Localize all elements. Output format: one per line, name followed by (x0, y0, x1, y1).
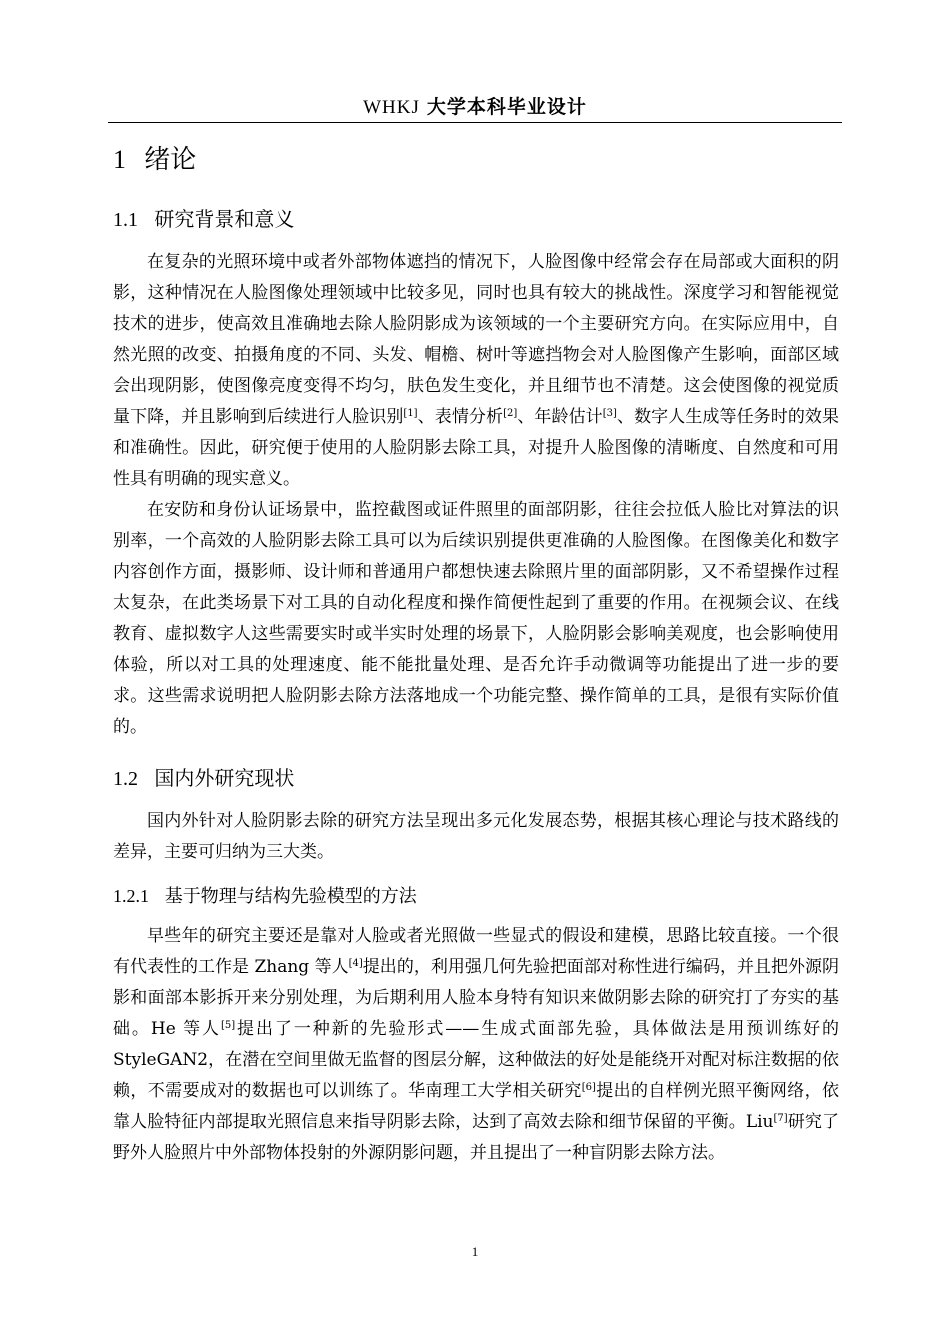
text-run: 提出了一种新的先验形式——生成式面部先验，具体做法是用预训练好的 StyleGAN2，在潜在空间里做无监督的图层分解，这种做法的好处是能绕开对配对标注数据的依赖，不需要成对的数据也可以训练了。华南理工大学相关研究 (113, 1019, 839, 1101)
subsection-heading (113, 880, 839, 913)
citation: [5] (220, 1020, 236, 1031)
section-title: 研究背景和意义 (154, 207, 295, 231)
citation: [3] (602, 408, 617, 419)
section-number: 1.2 (113, 768, 138, 790)
paragraph (113, 921, 839, 1169)
text-run: 在复杂的光照环境中或者外部物体遮挡的情况下，人脸图像中经常会存在局部或大面积的阴影，这种情况在人脸图像处理领域中比较多见，同时也具有较大的挑战性。深度学习和智能视觉技术的进步，使高效且准确地去除人脸阴影成为该领域的一个主要研究方向。在实际应用中，自然光照的改变、拍摄角度的不同、头发、帽檐、树叶等遮挡物会对人脸图像产生影响，面部区域会出现阴影，使图像亮度变得不均匀，肤色发生变化，并且细节也不清楚。这会使图像的视觉质量下降，并且影响到后续进行人脸识别 (113, 252, 839, 427)
paragraph: 在安防和身份认证场景中，监控截图或证件照里的面部阴影，往往会拉低人脸比对算法的识别率，一个高效的人脸阴影去除工具可以为后续识别提供更准确的人脸图像。在图像美化和数字内容创作方面，摄影师、设计师和普通用户都想快速去除照片里的面部阴影，又不希望操作过程太复杂，在此类场景下对工具的自动化程度和操作简便性起到了重要的作用。在视频会议、在线教育、虚拟数字人这些需要实时或半实时处理的场景下，人脸阴影会影响美观度，也会影响使用体验，所以对工具的处理速度、能不能批量处理、是否允许手动微调等功能提出了进一步的要求。这些需求说明把人脸阴影去除方法落地成一个功能完整、操作简单的工具，是很有实际价值的。 (113, 500, 839, 737)
subsection-number: 1.2.1 (113, 886, 149, 906)
page-header (108, 92, 842, 122)
paragraph: 国内外针对人脸阴影去除的研究方法呈现出多元化发展态势，根据其核心理论与技术路线的差异，主要可归纳为三大类。 (113, 811, 839, 862)
text-run: 早些年的研究主要还是靠对人脸或者光照做一些显式的假设和建模，思路比较直接。一个很有代表性的工作是 Zhang 等人 (113, 926, 839, 977)
chapter-number: 1 (113, 145, 126, 174)
header-brand: WHKJ (363, 97, 420, 118)
citation: [6] (581, 1082, 596, 1093)
section-heading (113, 761, 839, 796)
citation: [2] (503, 408, 518, 419)
page-number: 1 (471, 1244, 479, 1259)
page-content (113, 136, 839, 1169)
chapter-heading (113, 136, 839, 184)
header-rule (108, 122, 842, 123)
section-heading (113, 202, 839, 237)
text-run: 研究了野外人脸照片中外部物体投射的外源阴影问题，并且提出了一种盲阴影去除方法。 (113, 1112, 839, 1163)
chapter-title: 绪论 (144, 145, 197, 175)
text-run: 提出的，利用强几何先验把面部对称性进行编码，并且把外源阴影和面部本影拆开来分别处理，为后期利用人脸本身特有知识来做阴影去除的研究打了夯实的基础。He 等人 (113, 957, 839, 1039)
citation: [4] (348, 958, 363, 969)
text-run: 、数字人生成等任务时的效果和准确性。因此，研究便于使用的人脸阴影去除工具，对提升人脸图像的清晰度、自然度和可用性具有明确的现实意义。 (113, 407, 840, 489)
subsection-title: 基于物理与结构先验模型的方法 (164, 886, 417, 907)
text-run: 、年龄估计 (517, 407, 603, 427)
citation: [1] (403, 408, 418, 419)
section-title: 国内外研究现状 (154, 766, 295, 790)
paragraph (113, 247, 839, 495)
header-title: 大学本科毕业设计 (426, 96, 587, 118)
text-run: 提出的自样例光照平衡网络，依靠人脸特征内部提取光照信息来指导阴影去除，达到了高效去除和细节保留的平衡。Liu (113, 1081, 840, 1132)
text-run: 、表情分析 (417, 407, 504, 427)
section-number: 1.1 (113, 209, 138, 231)
citation: [7] (773, 1113, 788, 1124)
